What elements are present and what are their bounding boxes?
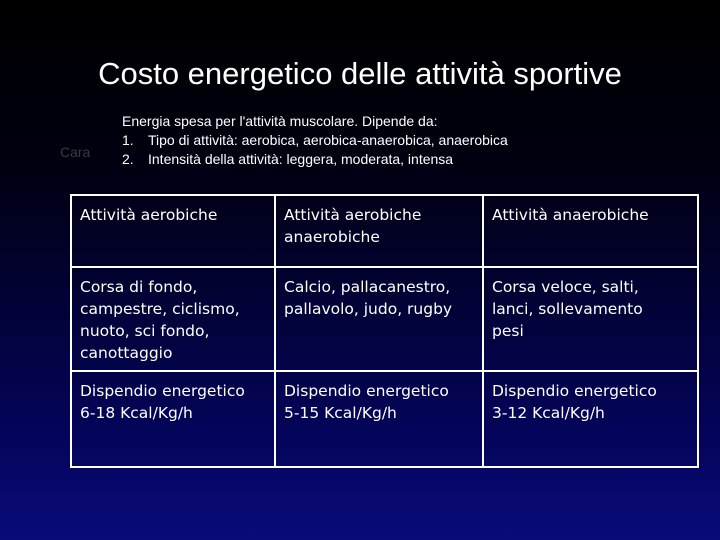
intro-item-number: 1.: [122, 132, 134, 148]
cell-line: pallavolo, judo, rugby: [284, 300, 453, 318]
sports-energy-table: [70, 194, 699, 468]
cell-line: campestre, ciclismo,: [80, 300, 240, 318]
intro-text: [122, 112, 508, 169]
cell-line: pesi: [492, 322, 524, 340]
intro-item-2: [122, 150, 508, 169]
intro-item-1: [122, 131, 508, 150]
cell-line: 5-15 Kcal/Kg/h: [284, 404, 397, 422]
cell-line: Dispendio energetico: [80, 382, 245, 400]
table-cell: [275, 195, 483, 267]
cell-line: Dispendio energetico: [284, 382, 449, 400]
table-cell: [71, 371, 275, 467]
cell-line: nuoto, sci fondo,: [80, 322, 210, 340]
intro-heading: Energia spesa per l'attività muscolare. Dipende da:: [122, 113, 438, 129]
cell-line: Attività aerobiche: [80, 206, 218, 224]
faint-label: Cara: [60, 144, 91, 160]
cell-line: canottaggio: [80, 344, 173, 362]
table-row: [71, 371, 698, 467]
table-row: [71, 267, 698, 371]
intro-item-text: Tipo di attività: aerobica, aerobica-anaerobica, anaerobica: [148, 132, 508, 148]
cell-line: Corsa di fondo,: [80, 278, 198, 296]
table-cell: [275, 371, 483, 467]
table-cell: [71, 267, 275, 371]
table-cell: [71, 195, 275, 267]
table-cell: [483, 371, 698, 467]
table-cell: [275, 267, 483, 371]
cell-line: Dispendio energetico: [492, 382, 657, 400]
table-header-row: [71, 195, 698, 267]
slide-title: Costo energetico delle attività sportive: [98, 56, 622, 91]
cell-line: Calcio, pallacanestro,: [284, 278, 451, 296]
table-cell: [483, 195, 698, 267]
cell-line: lanci, sollevamento: [492, 300, 643, 318]
cell-line: 6-18 Kcal/Kg/h: [80, 404, 193, 422]
table-cell: [483, 267, 698, 371]
cell-line: Corsa veloce, salti,: [492, 278, 639, 296]
cell-line: anaerobiche: [284, 228, 380, 246]
intro-item-number: 2.: [122, 151, 134, 167]
cell-line: 3-12 Kcal/Kg/h: [492, 404, 605, 422]
cell-line: Attività aerobiche: [284, 206, 422, 224]
cell-line: Attività anaerobiche: [492, 206, 649, 224]
intro-item-text: Intensità della attività: leggera, moderata, intensa: [148, 151, 454, 167]
